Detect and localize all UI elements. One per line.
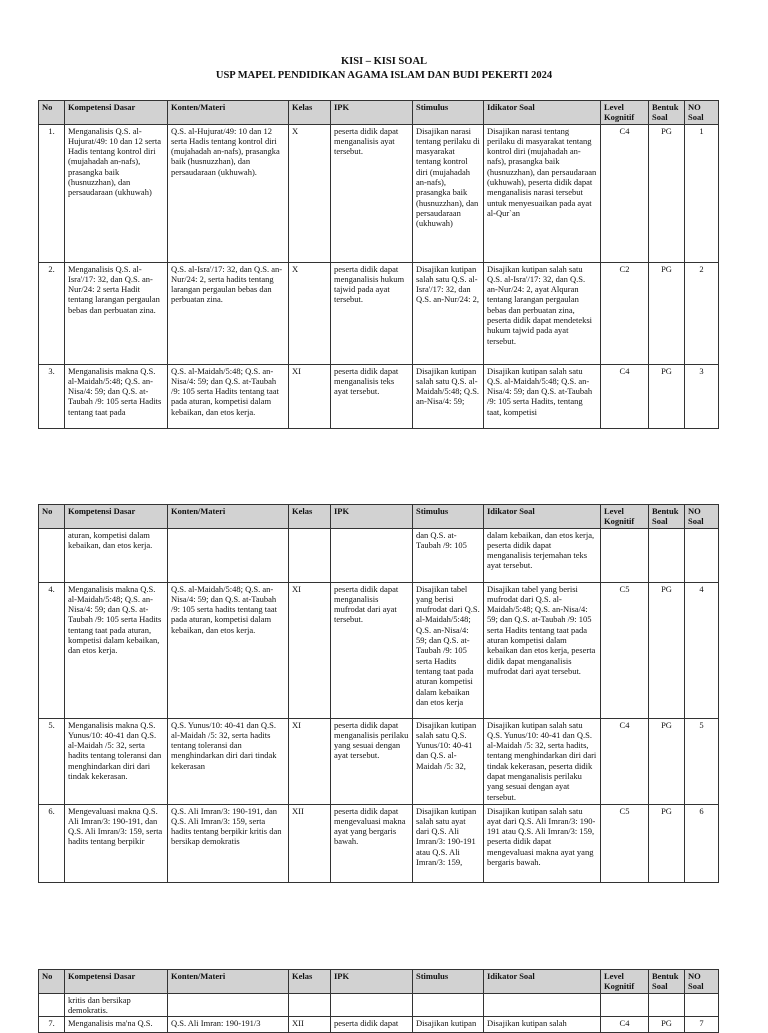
header-level: Level Kognitif [601, 505, 649, 529]
kd-cell: kritis dan bersikap demokratis. [65, 993, 168, 1017]
header-materi: Konten/Materi [168, 505, 289, 529]
header-no: No [39, 970, 65, 994]
header-bentuk: Bentuk Soal [649, 505, 685, 529]
stimulus-cell: Disajikan kutipan salah satu Q.S. al-Maidah/5:48; Q.S. an-Nisa/4: 59; [413, 364, 484, 428]
nosoal-cell: 7 [685, 1017, 719, 1033]
kd-cell: Menganalisis makna Q.S. al-Maidah/5:48; Q.S. an-Nisa/4: 59; dan Q.S. at-Taubah /9: 105 serta Hadits tentang taat pada [65, 364, 168, 428]
indikator-cell: Disajikan kutipan salah [484, 1017, 601, 1033]
indikator-cell: Disajikan kutipan salah satu Q.S. al-Isra'/17: 32, dan Q.S. an-Nur/24: 2, ayat Alquran tentang larangan pergaulan bebas dan perbuatan zina, peserta didik dapat mendeteksi hukum tajwid pada ayat tersebut. [484, 262, 601, 364]
level-cell: C4 [601, 1017, 649, 1033]
kelas-cell: X [289, 124, 331, 262]
no-cell: 6. [39, 804, 65, 882]
table-row [39, 582, 719, 718]
level-cell [601, 993, 649, 1017]
header-nosoal: NO Soal [685, 970, 719, 994]
header-bentuk: Bentuk Soal [649, 970, 685, 994]
ipk-cell: peserta didik dapat menganalisis mufrodat dari ayat tersebut. [331, 582, 413, 718]
indikator-cell: Disajikan tabel yang berisi mufrodat dari Q.S. al-Maidah/5:48; Q.S. an-Nisa/4: 59; dan Q.S. at-Taubah /9: 105 serta Hadits tentang taat pada aturan kompetisi dalam kebaikan dan etos kerja, peserta didik dapat menganalisis mufrodat dari ayat tersebut. [484, 582, 601, 718]
level-cell: C2 [601, 262, 649, 364]
header-indikator: Idikator Soal [484, 970, 601, 994]
table-row [39, 804, 719, 882]
kisi-table-page3 [38, 969, 719, 1033]
materi-cell: Q.S. Ali Imran: 190-191/3 [168, 1017, 289, 1033]
table-row [39, 718, 719, 804]
indikator-cell: Disajikan kutipan salah satu Q.S. al-Maidah/5:48; Q.S. an-Nisa/4: 59; dan Q.S. at-Taubah /9: 105 serta Hadits, tentang taat, kompetisi [484, 364, 601, 428]
ipk-cell: peserta didik dapat menganalisis perilaku yang sesuai dengan ayat tersebut. [331, 718, 413, 804]
level-cell: C5 [601, 804, 649, 882]
bentuk-cell: PG [649, 364, 685, 428]
table-row [39, 528, 719, 582]
stimulus-cell [413, 993, 484, 1017]
level-cell: C5 [601, 582, 649, 718]
doc-subtitle: USP MAPEL PENDIDIKAN AGAMA ISLAM DAN BUDI PEKERTI 2024 [215, 70, 553, 81]
kd-cell: aturan, kompetisi dalam kebaikan, dan etos kerja. [65, 528, 168, 582]
no-cell: 1. [39, 124, 65, 262]
level-cell: C4 [601, 718, 649, 804]
kelas-cell: XI [289, 582, 331, 718]
stimulus-cell: Disajikan kutipan [413, 1017, 484, 1033]
indikator-cell: Disajikan kutipan salah satu ayat dari Q.S. Ali Imran/3: 190-191 atau Q.S. Ali Imran/3: 159, peserta didik dapat mengevaluasi makna ayat yang bergaris bawah. [484, 804, 601, 882]
kelas-cell: X [289, 262, 331, 364]
ipk-cell: peserta didik dapat menganalisis hukum tajwid pada ayat tersebut. [331, 262, 413, 364]
ipk-cell [331, 528, 413, 582]
nosoal-cell: 5 [685, 718, 719, 804]
level-cell: C4 [601, 124, 649, 262]
header-kelas: Kelas [289, 505, 331, 529]
bentuk-cell: PG [649, 582, 685, 718]
level-cell: C4 [601, 364, 649, 428]
nosoal-cell: 1 [685, 124, 719, 262]
materi-cell: Q.S. Ali Imran/3: 190-191, dan Q.S. Ali Imran/3: 159, serta hadits tentang berpikir kritis dan bersikap demokratis [168, 804, 289, 882]
ipk-cell: peserta didik dapat [331, 1017, 413, 1033]
level-cell [601, 528, 649, 582]
header-no: No [39, 505, 65, 529]
nosoal-cell: 4 [685, 582, 719, 718]
header-stimulus: Stimulus [413, 970, 484, 994]
ipk-cell: peserta didik dapat menganalisis teks ayat tersebut. [331, 364, 413, 428]
table-row [39, 124, 719, 262]
header-materi: Konten/Materi [168, 101, 289, 125]
header-kd: Kompetensi Dasar [65, 970, 168, 994]
header-ipk: IPK [331, 970, 413, 994]
bentuk-cell: PG [649, 124, 685, 262]
table-row [39, 364, 719, 428]
header-kd: Kompetensi Dasar [65, 101, 168, 125]
indikator-cell [484, 993, 601, 1017]
kelas-cell: XII [289, 1017, 331, 1033]
materi-cell: Q.S. al-Maidah/5:48; Q.S. an-Nisa/4: 59; dan Q.S. at-Taubah /9: 105 serta Hadits tentang taat pada aturan, kompetisi dalam kebaikan, dan etos kerja. [168, 364, 289, 428]
bentuk-cell [649, 993, 685, 1017]
indikator-cell: dalam kebaikan, dan etos kerja, peserta didik dapat menganalisis terjemahan teks ayat tersebut. [484, 528, 601, 582]
header-level: Level Kognitif [601, 101, 649, 125]
table-row [39, 1017, 719, 1033]
header-kelas: Kelas [289, 101, 331, 125]
bentuk-cell: PG [649, 1017, 685, 1033]
header-indikator: Idikator Soal [484, 505, 601, 529]
no-cell: 5. [39, 718, 65, 804]
header-nosoal: NO Soal [685, 101, 719, 125]
kd-cell: Menganalisis Q.S. al-Hujurat/49: 10 dan 12 serta Hadis tentang kontrol diri (mujahadah an-nafs), prasangka baik (husnuzzhan), dan persaudaraan (ukhuwah) [65, 124, 168, 262]
kelas-cell [289, 528, 331, 582]
nosoal-cell: 2 [685, 262, 719, 364]
nosoal-cell: 6 [685, 804, 719, 882]
kd-cell: Menganalisis Q.S. al-Isra'/17: 32, dan Q.S. an-Nur/24: 2 serta Hadit tentang larangan pergaulan bebas dan perbuatan zina. [65, 262, 168, 364]
kd-cell: Menganalisis makna Q.S. Yunus/10: 40-41 dan Q.S. al-Maidah /5: 32, serta hadits tentang toleransi dan menghindarkan diri dari tindak kekerasan. [65, 718, 168, 804]
kelas-cell [289, 993, 331, 1017]
nosoal-cell [685, 993, 719, 1017]
no-cell: 7. [39, 1017, 65, 1033]
header-row [39, 505, 719, 529]
kelas-cell: XI [289, 718, 331, 804]
stimulus-cell: Disajikan kutipan salah satu ayat dari Q.S. Ali Imran/3: 190-191 atau Q.S. Ali Imran/3: 159, [413, 804, 484, 882]
kisi-table-page2 [38, 504, 719, 883]
stimulus-cell: Disajikan tabel yang berisi mufrodat dari Q.S. al-Maidah/5:48; Q.S. an-Nisa/4: 59; dan Q.S. at-Taubah /9: 105 serta Hadits tentang taat pada aturan kompetisi dalam kebaikan dan etos kerja [413, 582, 484, 718]
stimulus-cell: Disajikan narasi tentang perilaku di masyarakat tentang kontrol diri (mujahadah an-nafs), prasangka baik (husnuzzhan), dan persaudaraan (ukhuwah) [413, 124, 484, 262]
kelas-cell: XI [289, 364, 331, 428]
no-cell: 4. [39, 582, 65, 718]
kisi-table-page1 [38, 100, 719, 429]
header-kelas: Kelas [289, 970, 331, 994]
header-ipk: IPK [331, 505, 413, 529]
header-kd: Kompetensi Dasar [65, 505, 168, 529]
bentuk-cell: PG [649, 262, 685, 364]
no-cell: 2. [39, 262, 65, 364]
nosoal-cell [685, 528, 719, 582]
stimulus-cell: Disajikan kutipan salah satu Q.S. Yunus/10: 40-41 dan Q.S. al-Maidah /5: 32, [413, 718, 484, 804]
table-row [39, 262, 719, 364]
kd-cell: Mengevaluasi makna Q.S. Ali Imran/3: 190-191, dan Q.S. Ali Imran/3: 159, serta hadits tentang berpikir [65, 804, 168, 882]
materi-cell: Q.S. al-Isra'/17: 32, dan Q.S. an-Nur/24: 2, serta hadits tentang larangan pergaulan bebas dan perbuatan zina. [168, 262, 289, 364]
ipk-cell: peserta didik dapat menganalisis ayat tersebut. [331, 124, 413, 262]
ipk-cell: peserta didik dapat mengevaluasi makna ayat yang bergaris bawah. [331, 804, 413, 882]
materi-cell: Q.S. al-Hujurat/49: 10 dan 12 serta Hadis tentang kontrol diri (mujahadah an-nafs), prasangka baik (husnuzzhan), dan persaudaraan (ukhuwah). [168, 124, 289, 262]
header-stimulus: Stimulus [413, 505, 484, 529]
nosoal-cell: 3 [685, 364, 719, 428]
no-cell: 3. [39, 364, 65, 428]
ipk-cell [331, 993, 413, 1017]
indikator-cell: Disajikan kutipan salah satu Q.S. Yunus/10: 40-41 dan Q.S. al-Maidah /5: 32, serta hadits, tentang menghindarkan diri dari tindak kekerasan, peserta didik dapat menganalisis perilaku yang sesuai dengan ayat tersebut. [484, 718, 601, 804]
materi-cell [168, 528, 289, 582]
doc-title: KISI – KISI SOAL [340, 56, 428, 67]
materi-cell: Q.S. Yunus/10: 40-41 dan Q.S. al-Maidah /5: 32, serta hadits tentang toleransi dan menghindarkan diri dari tindak kekerasan [168, 718, 289, 804]
bentuk-cell: PG [649, 804, 685, 882]
table-row [39, 993, 719, 1017]
kelas-cell: XII [289, 804, 331, 882]
header-bentuk: Bentuk Soal [649, 101, 685, 125]
stimulus-cell: dan Q.S. at-Taubah /9: 105 [413, 528, 484, 582]
header-no: No [39, 101, 65, 125]
stimulus-cell: Disajikan kutipan salah satu Q.S. al-Isra'/17: 32, dan Q.S. an-Nur/24: 2, [413, 262, 484, 364]
no-cell [39, 528, 65, 582]
bentuk-cell [649, 528, 685, 582]
header-stimulus: Stimulus [413, 101, 484, 125]
header-nosoal: NO Soal [685, 505, 719, 529]
kd-cell: Menganalisis makna Q.S. al-Maidah/5:48; Q.S. an-Nisa/4: 59; dan Q.S. at-Taubah /9: 105 serta Hadits tentang taat pada aturan, kompetisi dalam kebaikan, dan etos kerja. [65, 582, 168, 718]
bentuk-cell: PG [649, 718, 685, 804]
no-cell [39, 993, 65, 1017]
header-indikator: Idikator Soal [484, 101, 601, 125]
header-materi: Konten/Materi [168, 970, 289, 994]
indikator-cell: Disajikan narasi tentang perilaku di masyarakat tentang kontrol diri (mujahadah an-nafs), prasangka baik (husnuzzhan), dan persaudaraan (ukhuwah), peserta didik dapat menganalisis narasi tersebut untuk menyesuaikan pada ayat al-Qur`an [484, 124, 601, 262]
header-ipk: IPK [331, 101, 413, 125]
materi-cell: Q.S. al-Maidah/5:48; Q.S. an-Nisa/4: 59; dan Q.S. at-Taubah /9: 105 serta hadits tentang taat pada aturan, kompetisi dalam kebaikan, dan etos kerja. [168, 582, 289, 718]
header-row [39, 101, 719, 125]
header-row [39, 970, 719, 994]
kd-cell: Menganalisis ma'na Q.S. [65, 1017, 168, 1033]
header-level: Level Kognitif [601, 970, 649, 994]
materi-cell [168, 993, 289, 1017]
